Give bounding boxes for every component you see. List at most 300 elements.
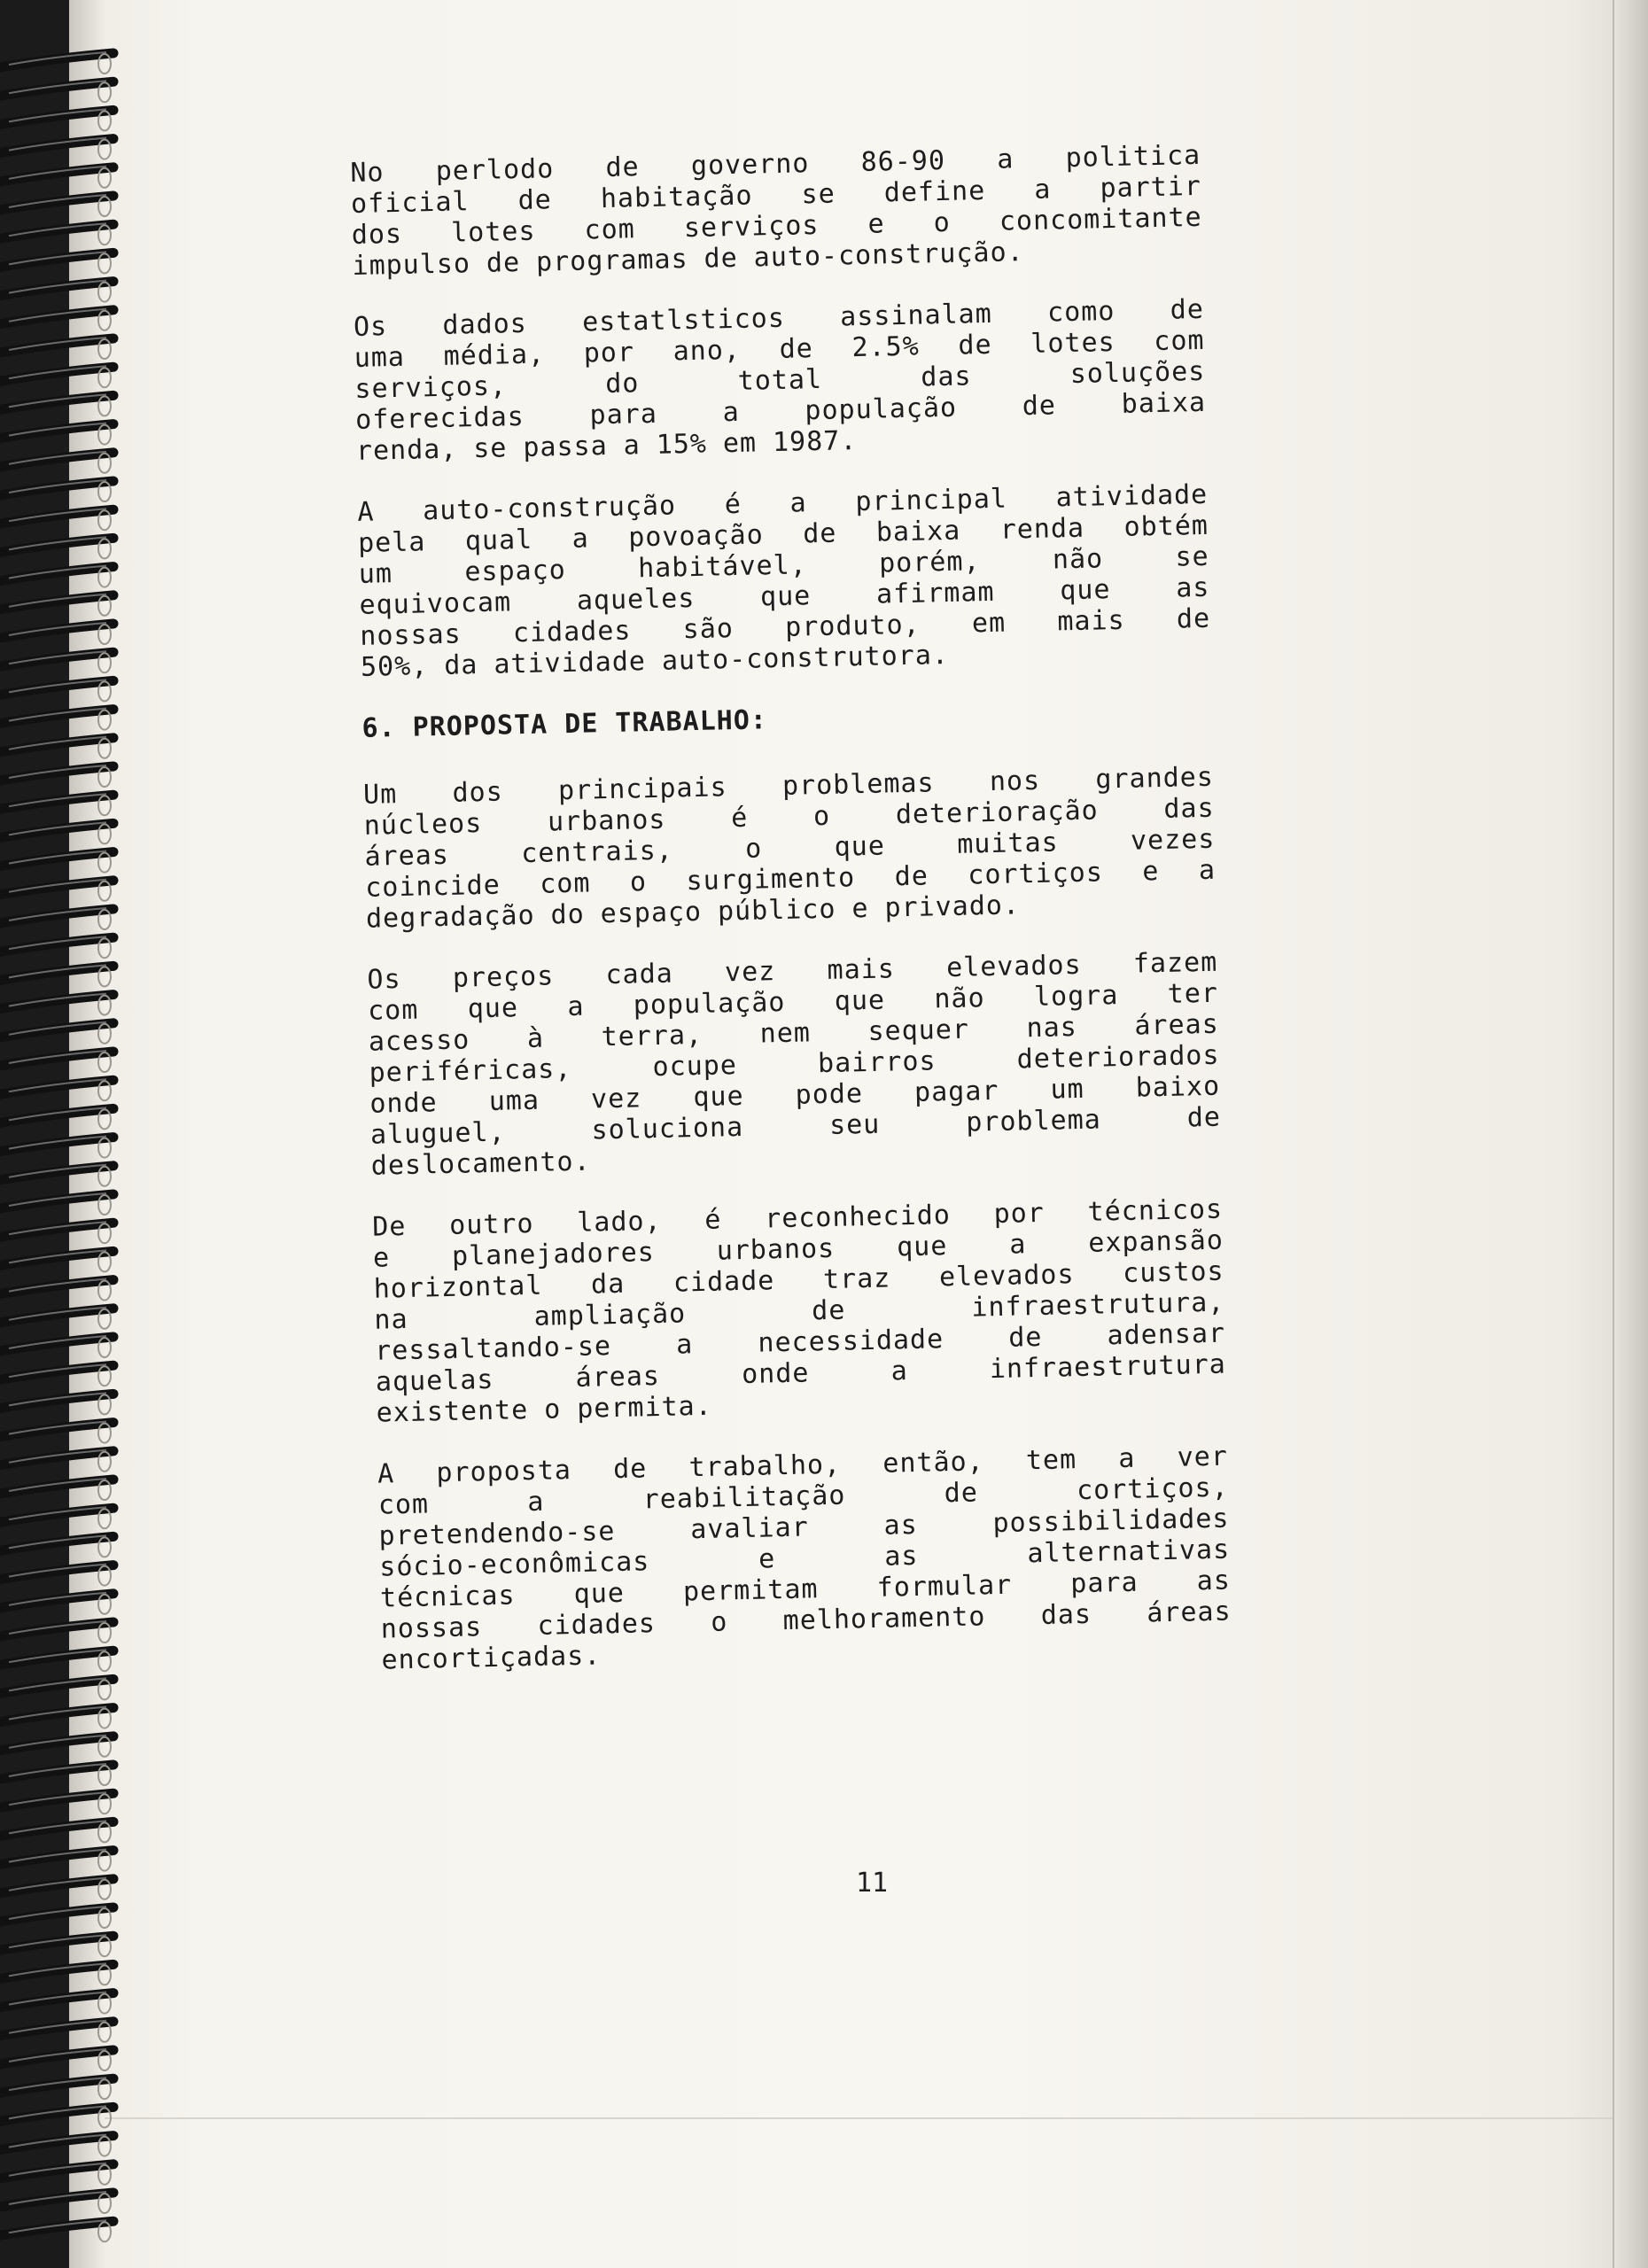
word: povoação [627, 519, 765, 554]
word: seu [828, 1108, 881, 1141]
word: e [867, 208, 885, 240]
word: horizontal [373, 1270, 543, 1305]
binding-coil [0, 937, 113, 951]
word: que [759, 580, 812, 613]
binding-coil [0, 1280, 113, 1294]
word: muitas [956, 827, 1059, 860]
binding-coil [0, 1194, 113, 1208]
word: as [1196, 1565, 1232, 1597]
binding-coil [0, 367, 113, 381]
word: e [1141, 856, 1160, 888]
word: dos [351, 218, 403, 251]
word: oferecidas [354, 400, 525, 436]
word: coincide [364, 869, 501, 904]
word: cada [605, 958, 674, 991]
binding-coil [0, 224, 113, 238]
word: em [722, 427, 758, 460]
word: principal [855, 483, 1008, 518]
word: pode [795, 1078, 864, 1111]
word: e [758, 1543, 776, 1575]
word: Um [362, 779, 398, 811]
binding-coil [0, 909, 113, 923]
binding-coil [0, 167, 113, 182]
word: necessidade [758, 1324, 944, 1359]
word: ocupe [652, 1050, 738, 1084]
binding-coil [0, 1251, 113, 1265]
binding-coil [0, 1080, 113, 1094]
word: custos [1122, 1255, 1224, 1290]
word: adensar [1107, 1317, 1226, 1352]
word: estatlsticos [581, 302, 786, 338]
binding-coil [0, 1736, 113, 1751]
binding-coil [0, 595, 113, 610]
binding-coil [0, 1594, 113, 1608]
word: serviços, [354, 370, 508, 405]
binding-coil [0, 338, 113, 353]
binding-coil [0, 652, 113, 666]
word: a [1033, 174, 1052, 206]
word: acesso [368, 1024, 470, 1058]
binding-coil [0, 680, 113, 695]
word: fazem [1132, 946, 1218, 980]
word: impulso [352, 248, 471, 282]
binding-coil [0, 1765, 113, 1779]
word: para [1069, 1566, 1139, 1600]
word: nos [989, 765, 1041, 798]
word: tem [1025, 1444, 1077, 1477]
binding-coil [0, 2164, 113, 2179]
binding-coil [0, 2078, 113, 2093]
word: da [443, 649, 478, 681]
word: 86-90 [860, 144, 946, 178]
word: com [1153, 324, 1205, 358]
page-number: 11 [856, 1868, 889, 1899]
binding-coil [0, 1565, 113, 1580]
word: programas [535, 244, 688, 278]
word: partir [1100, 170, 1202, 205]
word: bairros [817, 1045, 937, 1080]
word: lotes [450, 215, 536, 249]
word: o [543, 1394, 562, 1425]
word: de [1022, 390, 1057, 423]
word: as [883, 1540, 919, 1573]
word: perlodo [435, 153, 555, 187]
binding-coil [0, 310, 113, 324]
word: A [357, 496, 375, 528]
binding-coil [0, 1793, 113, 1807]
binding-coil [0, 1651, 113, 1665]
word: que [1059, 574, 1111, 607]
binding-coil [0, 1879, 113, 1893]
word: cortiços, [1076, 1472, 1230, 1507]
word: privado. [884, 889, 1021, 924]
word: de [811, 1294, 846, 1327]
paragraph [363, 762, 1217, 935]
word: a [623, 430, 641, 462]
word: com [367, 994, 419, 1027]
word: o [933, 206, 952, 239]
binding-coil [0, 1052, 113, 1066]
word: auto-construtora. [661, 639, 950, 677]
word: logra [1033, 980, 1119, 1014]
binding-coil [0, 1138, 113, 1152]
word: baixa [1121, 386, 1207, 420]
word: à [526, 1022, 545, 1055]
word: a [1117, 1442, 1136, 1475]
word: auto-construção. [753, 237, 1024, 274]
word: sequer [867, 1014, 970, 1047]
word: sócio-econômicas [378, 1546, 650, 1583]
word: serviços [683, 209, 820, 245]
word: de [517, 184, 553, 217]
binding-coil [0, 453, 113, 467]
word: do [604, 368, 640, 400]
binding-coil [0, 852, 113, 866]
word: a [890, 1355, 909, 1387]
word: de [612, 1453, 648, 1486]
word: deterioração [895, 795, 1099, 831]
word: problemas [781, 767, 935, 802]
word: deteriorados [1016, 1039, 1220, 1076]
word: planejadores [451, 1237, 656, 1272]
word: pela [357, 526, 426, 559]
word: de [704, 242, 739, 275]
word: de [1186, 1101, 1222, 1134]
word: alternativas [1027, 1534, 1231, 1570]
word: público [717, 893, 836, 928]
word: 1987. [772, 425, 858, 459]
word: é [724, 488, 742, 521]
word: do [550, 898, 586, 931]
word: é [704, 1204, 722, 1236]
word: 15% [656, 428, 708, 461]
binding-coil [0, 1993, 113, 2008]
word: mais [1057, 604, 1126, 638]
binding-coil [0, 538, 113, 552]
word: de [1176, 602, 1211, 635]
binding-coil [0, 2107, 113, 2121]
word: 2.5% [851, 330, 921, 364]
word: baixo [1135, 1070, 1221, 1104]
document-body [350, 140, 1232, 1706]
word: governo [690, 148, 810, 182]
paragraph [350, 140, 1203, 282]
word: lado, [576, 1205, 662, 1239]
word: uma [488, 1084, 540, 1117]
word: afirmam [875, 576, 995, 610]
word: núcleos [363, 808, 483, 842]
word: não [934, 983, 985, 1015]
word: de [802, 517, 837, 550]
word: que [896, 1231, 948, 1263]
word: mais [827, 953, 896, 986]
word: auto-construção [422, 490, 677, 527]
word: com [377, 1488, 430, 1521]
word: cidades [512, 615, 632, 649]
word: em [971, 607, 1007, 640]
word: passa [523, 430, 609, 463]
word: as [883, 1509, 919, 1542]
word: problema [965, 1104, 1102, 1138]
paragraph [367, 947, 1222, 1182]
word: elevados [938, 1259, 1075, 1293]
binding-coil [0, 710, 113, 724]
word: áreas [364, 839, 450, 873]
word: ter [1167, 977, 1219, 1010]
word: de [486, 247, 521, 279]
binding-coil [0, 567, 113, 581]
binding-coil [0, 795, 113, 809]
word: define [883, 175, 986, 209]
word: renda [999, 512, 1085, 546]
binding-coil [0, 1936, 113, 1950]
word: que [834, 984, 886, 1017]
binding-coil [0, 1679, 113, 1693]
word: população [633, 986, 786, 1021]
word: pretendendo-se [378, 1516, 616, 1552]
word: atividade [494, 646, 647, 680]
word: se [472, 432, 508, 465]
binding-coil [0, 1964, 113, 1978]
word: dos [452, 776, 504, 809]
word: que [467, 992, 519, 1025]
word: áreas [575, 1360, 661, 1394]
word: das [1163, 792, 1215, 825]
paragraph [357, 479, 1211, 683]
section-heading: 6. PROPOSTA DE TRABALHO: [361, 704, 768, 744]
binding-coil [0, 823, 113, 837]
word: surgimento [686, 862, 856, 897]
binding-coil [0, 2050, 113, 2064]
word: permita. [576, 1390, 713, 1425]
word: se [1175, 540, 1210, 573]
word: por [993, 1197, 1046, 1231]
word: cortiços [967, 857, 1104, 891]
binding-coil [0, 1309, 113, 1323]
word: nossas [359, 618, 463, 652]
word: com [539, 867, 591, 900]
word: para [589, 398, 658, 431]
page-right-edge [1613, 0, 1648, 2268]
word: urbanos [716, 1232, 836, 1267]
binding-coil [0, 1708, 113, 1722]
word: ano, [672, 334, 742, 368]
word: infraestrutura [989, 1348, 1227, 1386]
word: vezes [1130, 823, 1216, 857]
word: a [996, 144, 1014, 175]
word: ampliação [533, 1298, 687, 1332]
word: reabilitação [642, 1480, 846, 1516]
binding-coil [0, 1365, 113, 1379]
word: cidade [672, 1265, 775, 1299]
word: técnicas [379, 1580, 516, 1614]
word: Os [353, 311, 388, 343]
spiral-binding [0, 0, 124, 2268]
binding-coil [0, 966, 113, 980]
binding-coil [0, 1508, 113, 1522]
word: infraestrutura, [971, 1286, 1225, 1324]
word: de [958, 329, 992, 361]
word: espaço [464, 555, 567, 588]
word: De [371, 1210, 407, 1243]
word: a [789, 487, 808, 519]
word: aqueles [576, 582, 696, 617]
binding-coil [0, 2193, 113, 2207]
word: deslocamento. [370, 1146, 591, 1182]
word: técnicos [1087, 1193, 1224, 1228]
binding-coil [0, 1108, 113, 1122]
word: espaço [600, 896, 703, 930]
word: que [573, 1577, 626, 1611]
word: um [1050, 1073, 1085, 1106]
binding-coil [0, 1337, 113, 1351]
word: Os [367, 964, 401, 996]
word: existente [376, 1394, 529, 1429]
word: a [1198, 854, 1217, 887]
word: o [629, 866, 648, 898]
binding-coil [0, 2136, 113, 2150]
word: obtém [1123, 509, 1209, 543]
word: No [350, 157, 385, 189]
word: ver [1177, 1441, 1229, 1473]
word: possibilidades [992, 1503, 1230, 1540]
binding-coil [0, 1536, 113, 1550]
word: urbanos [547, 804, 666, 838]
word: as [1175, 571, 1210, 604]
word: lotes [1030, 326, 1116, 360]
binding-coil [0, 2221, 113, 2235]
binding-coil [0, 252, 113, 267]
binding-coil [0, 1394, 113, 1408]
word: A [377, 1458, 395, 1490]
word: renda, [355, 433, 458, 467]
word: total [737, 363, 823, 397]
word: expansão [1087, 1224, 1224, 1259]
word: outro [448, 1208, 534, 1241]
word: então, [882, 1446, 985, 1480]
word: áreas [1146, 1596, 1232, 1629]
word: de [779, 333, 814, 365]
binding-coil [0, 424, 113, 439]
word: produto, [784, 609, 921, 643]
word: periféricas, [369, 1052, 572, 1089]
binding-coil [0, 1851, 113, 1865]
word: melhoramento [782, 1601, 986, 1637]
binding-coil [0, 1907, 113, 1922]
binding-coil [0, 481, 113, 495]
binding-coil [0, 1023, 113, 1037]
word: habitação [600, 180, 753, 215]
word: a [567, 990, 585, 1023]
binding-coil [0, 995, 113, 1009]
word: vez [724, 956, 776, 989]
word: elevados [945, 949, 1082, 984]
word: das [1040, 1598, 1092, 1632]
word: a [722, 396, 741, 429]
word: encortiçadas. [381, 1640, 602, 1676]
binding-coil [0, 509, 113, 524]
word: grandes [1095, 761, 1215, 796]
word: concomitante [999, 201, 1202, 237]
word: a [675, 1329, 694, 1361]
word: reconhecido [764, 1200, 952, 1235]
word: na [374, 1303, 408, 1336]
binding-coil [0, 1166, 113, 1180]
word: pagar [913, 1075, 999, 1108]
binding-coil [0, 196, 113, 210]
word: formular [876, 1569, 1013, 1604]
word: de [944, 1477, 979, 1510]
word: e [851, 892, 869, 925]
word: ressaltando-se [374, 1331, 612, 1367]
binding-coil [0, 2022, 113, 2036]
word: se [801, 178, 836, 211]
word: soluções [1069, 355, 1206, 391]
word: preços [452, 960, 555, 994]
paragraph [354, 294, 1207, 467]
word: aquelas [375, 1363, 494, 1398]
word: centrais, [520, 835, 674, 870]
paragraph [377, 1441, 1232, 1676]
word: traz [822, 1262, 891, 1296]
page-fold-line [105, 2117, 1613, 2119]
word: nossas [380, 1612, 483, 1645]
word: proposta [436, 1455, 572, 1489]
word: por [583, 337, 635, 369]
word: habitável, [637, 549, 808, 585]
word: assinalam [839, 298, 993, 333]
word: são [682, 613, 735, 646]
word: população [805, 392, 958, 427]
word: e [372, 1242, 391, 1274]
binding-coil [0, 82, 113, 96]
word: da [590, 1268, 626, 1301]
binding-coil [0, 1451, 113, 1465]
word: 50%, [360, 650, 429, 683]
paragraph [372, 1194, 1227, 1429]
word: uma [354, 341, 406, 374]
word: nas [1026, 1012, 1078, 1045]
word: nem [759, 1017, 812, 1050]
word: degradação [365, 899, 535, 935]
binding-coil [0, 624, 113, 638]
word: soluciona [591, 1111, 744, 1146]
word: que [834, 830, 886, 863]
word: aluguel, [369, 1116, 506, 1151]
word: trabalho, [688, 1449, 842, 1484]
word: o [744, 833, 763, 865]
binding-coil [0, 53, 113, 67]
word: de [894, 860, 929, 893]
word: vez [590, 1083, 642, 1115]
word: das [920, 361, 972, 393]
word: média, [443, 338, 546, 372]
binding-coil [0, 139, 113, 153]
word: a [571, 523, 590, 555]
word: onde [369, 1087, 438, 1120]
binding-coil [0, 1480, 113, 1494]
word: é [730, 802, 749, 835]
word: o [812, 800, 831, 833]
word: cidades [537, 1608, 657, 1642]
word: baixa [875, 515, 961, 548]
binding-coil [0, 738, 113, 752]
word: um [358, 558, 393, 590]
word: avaliar [689, 1511, 810, 1546]
word: áreas [1134, 1008, 1220, 1042]
word: a [526, 1486, 545, 1518]
word: principais [557, 772, 728, 807]
